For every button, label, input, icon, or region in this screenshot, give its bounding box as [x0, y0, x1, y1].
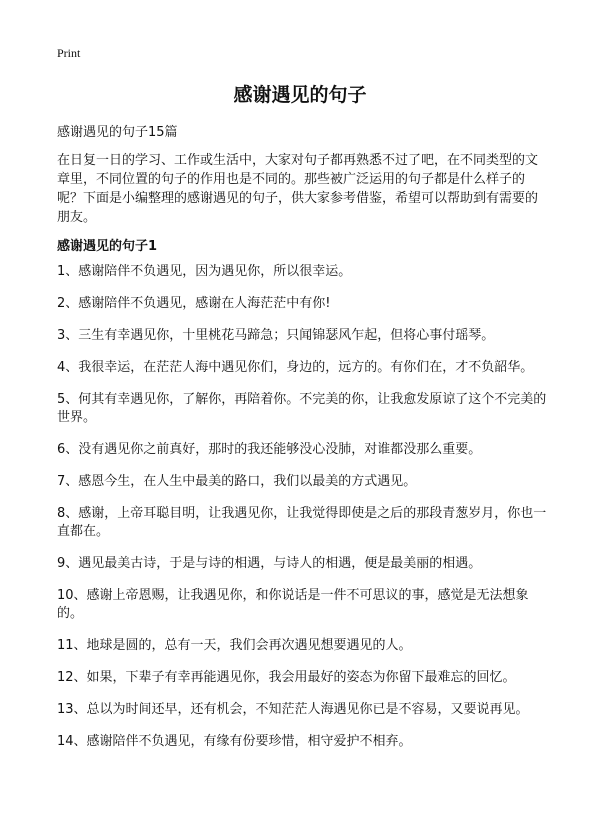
- list-item: 8、感谢，上帝耳聪目明，让我遇见你，让我觉得即使是之后的那段青葱岁月，你也一直都在。: [57, 506, 547, 539]
- document-subtitle: 感谢遇见的句子15篇: [57, 125, 178, 140]
- list-item: 5、何其有幸遇见你，了解你，再陪着你。不完美的你，让我愈发原谅了这个不完美的世界。: [57, 392, 547, 425]
- list-item: 11、地球是圆的，总有一天，我们会再次遇见想要遇见的人。: [57, 638, 412, 653]
- list-item: 9、遇见最美古诗，于是与诗的相遇，与诗人的相遇，便是最美丽的相遇。: [57, 556, 482, 571]
- list-item: 12、如果，下辈子有幸再能遇见你，我会用最好的姿态为你留下最难忘的回忆。: [57, 670, 516, 685]
- list-item: 4、我很幸运，在茫茫人海中遇见你们，身边的，远方的。有你们在，才不负韶华。: [57, 360, 534, 375]
- page-title: 感谢遇见的句子: [233, 84, 367, 106]
- list-item: 3、三生有幸遇见你，十里桃花马蹄急；只闻锦瑟风乍起，但将心事付瑶琴。: [57, 328, 495, 343]
- list-item: 13、总以为时间还早，还有机会，不知茫茫人海遇见你已是不容易，又要说再见。: [57, 702, 529, 717]
- sentence-list: [57, 263, 549, 765]
- intro-paragraph: 在日复一日的学习、工作或生活中，大家对句子都再熟悉不过了吧，在不同类型的文章里，不同位置的句子的作用也是不同的。那些被广泛运用的句子都是什么样子的呢？下面是小编整理的感谢遇见的句子，供大家参考借鉴，希望可以帮助到有需要的朋友。: [57, 153, 539, 225]
- list-item: 10、感谢上帝恩赐，让我遇见你，和你说话是一件不可思议的事，感觉是无法想象的。: [57, 588, 529, 621]
- list-item: 7、感恩今生，在人生中最美的路口，我们以最美的方式遇见。: [57, 474, 417, 489]
- list-item: 2、感谢陪伴不负遇见，感谢在人海茫茫中有你!: [57, 296, 331, 311]
- list-item: 6、没有遇见你之前真好，那时的我还能够没心没肺，对谁都没那么重要。: [57, 442, 482, 457]
- list-item: 14、感谢陪伴不负遇见，有缘有份要珍惜，相守爱护不相弃。: [57, 734, 412, 749]
- section-heading: 感谢遇见的句子1: [57, 239, 158, 254]
- print-label: Print: [57, 46, 81, 60]
- list-item: 1、感谢陪伴不负遇见，因为遇见你，所以很幸运。: [57, 264, 352, 279]
